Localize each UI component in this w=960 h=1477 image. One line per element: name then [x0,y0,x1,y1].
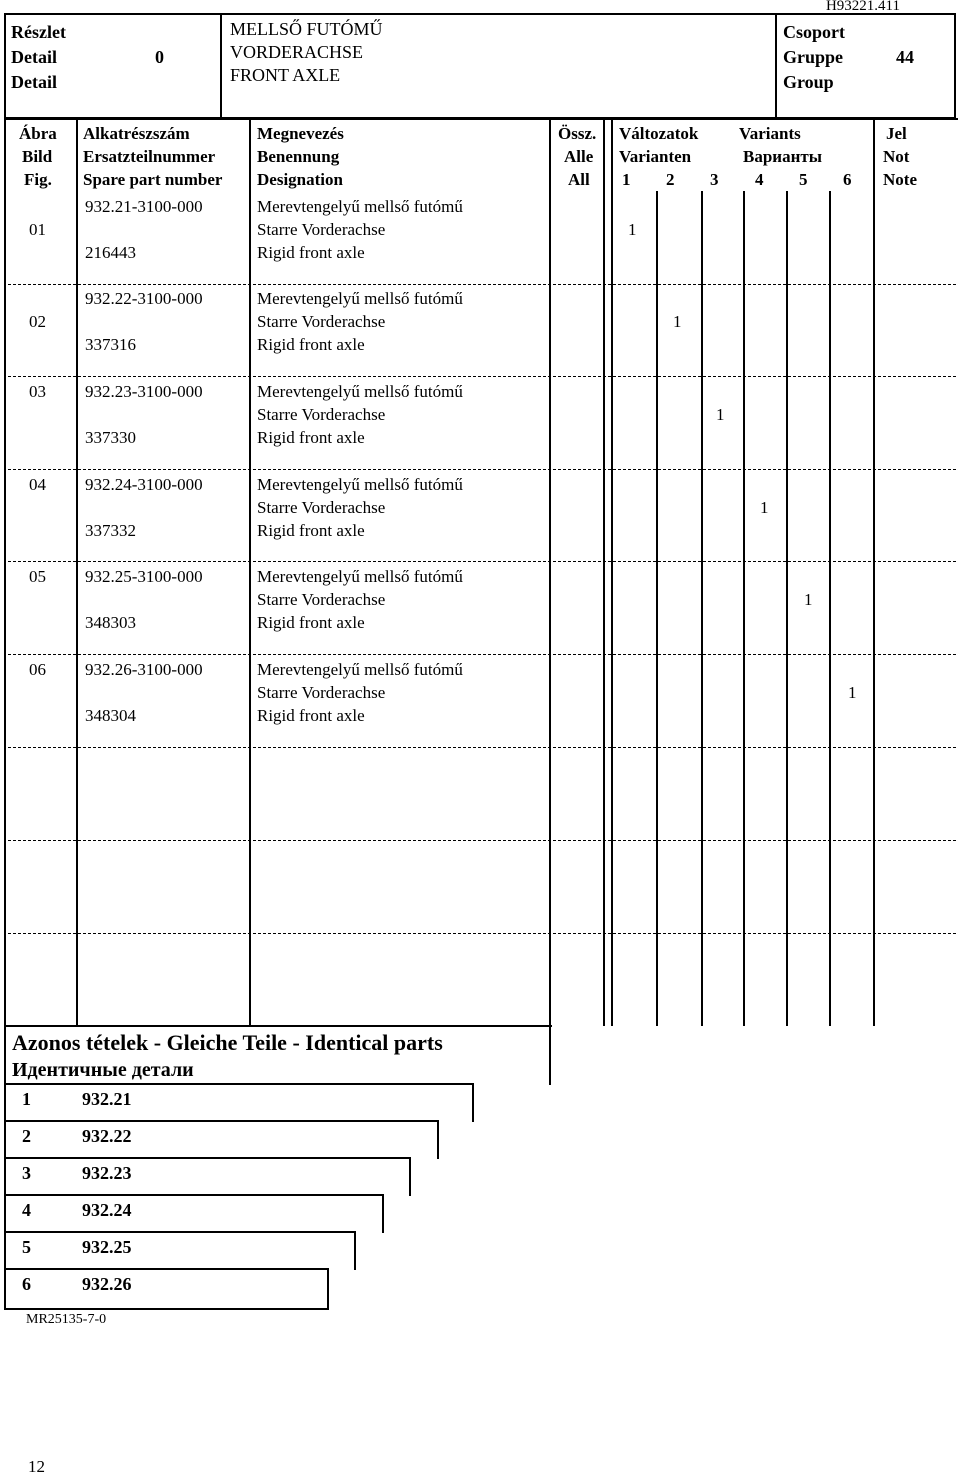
col-part-en: Spare part number [83,170,223,189]
row-desc-de: Starre Vorderachse [257,220,386,239]
identical-item-ref: 932.23 [82,1163,132,1183]
variant-number-5: 5 [799,170,808,189]
footer-code: MR25135-7-0 [26,1312,107,1327]
col-note-en: Note [883,170,917,189]
detail-label-hu: Részlet [11,22,66,42]
row-desc-de: Starre Vorderachse [257,498,386,517]
col-divider-fig [76,118,78,1026]
stair-bottom [4,1308,329,1310]
col-desc-de: Benennung [257,147,340,166]
row-desc-hu: Merevtengelyű mellső futómű [257,475,463,494]
row-desc-hu: Merevtengelyű mellső futómű [257,660,463,679]
page-number: 12 [28,1457,45,1476]
row-desc-en: Rigid front axle [257,428,365,447]
row-desc-de: Starre Vorderachse [257,405,386,424]
variant-number-4: 4 [755,170,764,189]
row-fig: 02 [29,312,46,331]
row-variant-qty: 1 [848,683,857,702]
group-label-de: Gruppe [783,47,844,67]
row-code: 348303 [85,613,136,632]
row-fig: 05 [29,567,46,586]
table-top-border [4,118,958,120]
row-separator [8,561,956,562]
col-note-hu: Jel [886,124,907,143]
row-desc-hu: Merevtengelyű mellső futómű [257,382,463,401]
row-desc-hu: Merevtengelyű mellső futómű [257,289,463,308]
table-left-border [4,118,6,1026]
identical-item-ref: 932.24 [82,1200,132,1220]
col-fig-hu: Ábra [19,124,57,143]
group-label-en: Group [783,72,834,92]
identical-item-ref: 932.21 [82,1089,132,1109]
col-qty-en: All [568,170,590,189]
col-note-de: Not [883,147,910,166]
col-divider-qty [603,118,605,1026]
detail-number: 0 [155,47,164,67]
identical-item-number: 4 [22,1200,31,1220]
row-part-number: 932.21-3100-000 [85,197,203,216]
row-code: 337332 [85,521,136,540]
identical-item-ref: 932.22 [82,1126,132,1146]
stair-vertical [437,1120,439,1159]
variant-divider-3 [743,191,745,1026]
group-label-hu: Csoport [783,22,845,42]
row-part-number: 932.22-3100-000 [85,289,203,308]
detail-label-de: Detail [11,47,57,67]
identical-title: Azonos tételek - Gleiche Teile - Identical parts [12,1030,443,1055]
row-variant-qty: 1 [628,220,637,239]
row-variant-qty: 1 [804,590,813,609]
row-separator [8,654,956,655]
variant-number-6: 6 [843,170,852,189]
row-part-number: 932.26-3100-000 [85,660,203,679]
row-code: 216443 [85,243,136,262]
col-variants-en: Variants [739,124,801,143]
identical-item-ref: 932.26 [82,1274,132,1294]
title-hu: MELLSŐ FUTÓMŰ [230,19,383,39]
row-part-number: 932.23-3100-000 [85,382,203,401]
document-code: H93221.411 [825,0,900,14]
variant-number-1: 1 [622,170,631,189]
identical-item-number: 5 [22,1237,31,1257]
stair-horizontal [4,1120,439,1122]
variant-number-3: 3 [710,170,719,189]
col-desc-en: Designation [257,170,343,189]
row-separator [8,469,956,470]
identical-title-bottom [4,1083,474,1085]
col-part-hu: Alkatrészszám [83,124,190,143]
identical-item-number: 6 [22,1274,31,1294]
row-fig: 04 [29,475,46,494]
row-variant-qty: 1 [760,498,769,517]
title-de: VORDERACHSE [230,42,364,62]
col-variants-de: Varianten [619,147,692,166]
row-variant-qty: 1 [716,405,725,424]
row-desc-de: Starre Vorderachse [257,590,386,609]
row-desc-en: Rigid front axle [257,243,365,262]
identical-left-border [4,1025,6,1310]
variant-number-2: 2 [666,170,675,189]
stair-horizontal [4,1157,411,1159]
row-separator [8,284,956,285]
row-fig: 01 [29,220,46,239]
row-desc-en: Rigid front axle [257,706,365,725]
row-separator [8,840,956,841]
row-code: 337330 [85,428,136,447]
row-fig: 03 [29,382,46,401]
col-part-de: Ersatzteilnummer [83,147,216,166]
col-divider-note [873,118,875,1026]
row-desc-de: Starre Vorderachse [257,683,386,702]
variant-divider-1 [656,191,658,1026]
stair-vertical [327,1268,329,1310]
stair-vertical [472,1083,474,1122]
stair-vertical [382,1194,384,1233]
row-separator [8,747,956,748]
stair-horizontal [4,1194,384,1196]
col-qty-hu: Össz. [558,124,597,143]
col-fig-de: Bild [22,147,53,166]
col-divider-part [249,118,251,1026]
col-divider-desc [549,118,551,1026]
row-code: 337316 [85,335,136,354]
row-desc-en: Rigid front axle [257,613,365,632]
row-variant-qty: 1 [673,312,682,331]
identical-title-ru: Идентичные детали [12,1059,194,1081]
identical-item-ref: 932.25 [82,1237,132,1257]
row-desc-hu: Merevtengelyű mellső futómű [257,197,463,216]
row-desc-en: Rigid front axle [257,335,365,354]
row-desc-de: Starre Vorderachse [257,312,386,331]
stair-horizontal [4,1268,329,1270]
stair-vertical [409,1157,411,1196]
stair-horizontal [4,1231,356,1233]
stair-vertical [549,1025,551,1085]
title-en: FRONT AXLE [230,65,341,85]
detail-label-en: Detail [11,72,57,92]
variant-divider-2 [701,191,703,1026]
row-fig: 06 [29,660,46,679]
identical-top-border [4,1025,552,1027]
row-code: 348304 [85,706,136,725]
row-desc-hu: Merevtengelyű mellső futómű [257,567,463,586]
col-qty-de: Alle [564,147,594,166]
row-desc-en: Rigid front axle [257,521,365,540]
identical-item-number: 1 [22,1089,31,1109]
row-part-number: 932.25-3100-000 [85,567,203,586]
col-variants-ru: Варианты [743,147,823,166]
group-number: 44 [896,47,914,67]
col-divider-variants [611,118,613,1026]
col-fig-en: Fig. [24,170,52,189]
col-variants-hu: Változatok [619,124,699,143]
variant-divider-5 [829,191,831,1026]
identical-item-number: 2 [22,1126,31,1146]
stair-vertical [354,1231,356,1270]
row-separator [8,933,956,934]
row-separator [8,376,956,377]
row-part-number: 932.24-3100-000 [85,475,203,494]
identical-item-number: 3 [22,1163,31,1183]
variant-divider-4 [786,191,788,1026]
col-desc-hu: Megnevezés [257,124,344,143]
